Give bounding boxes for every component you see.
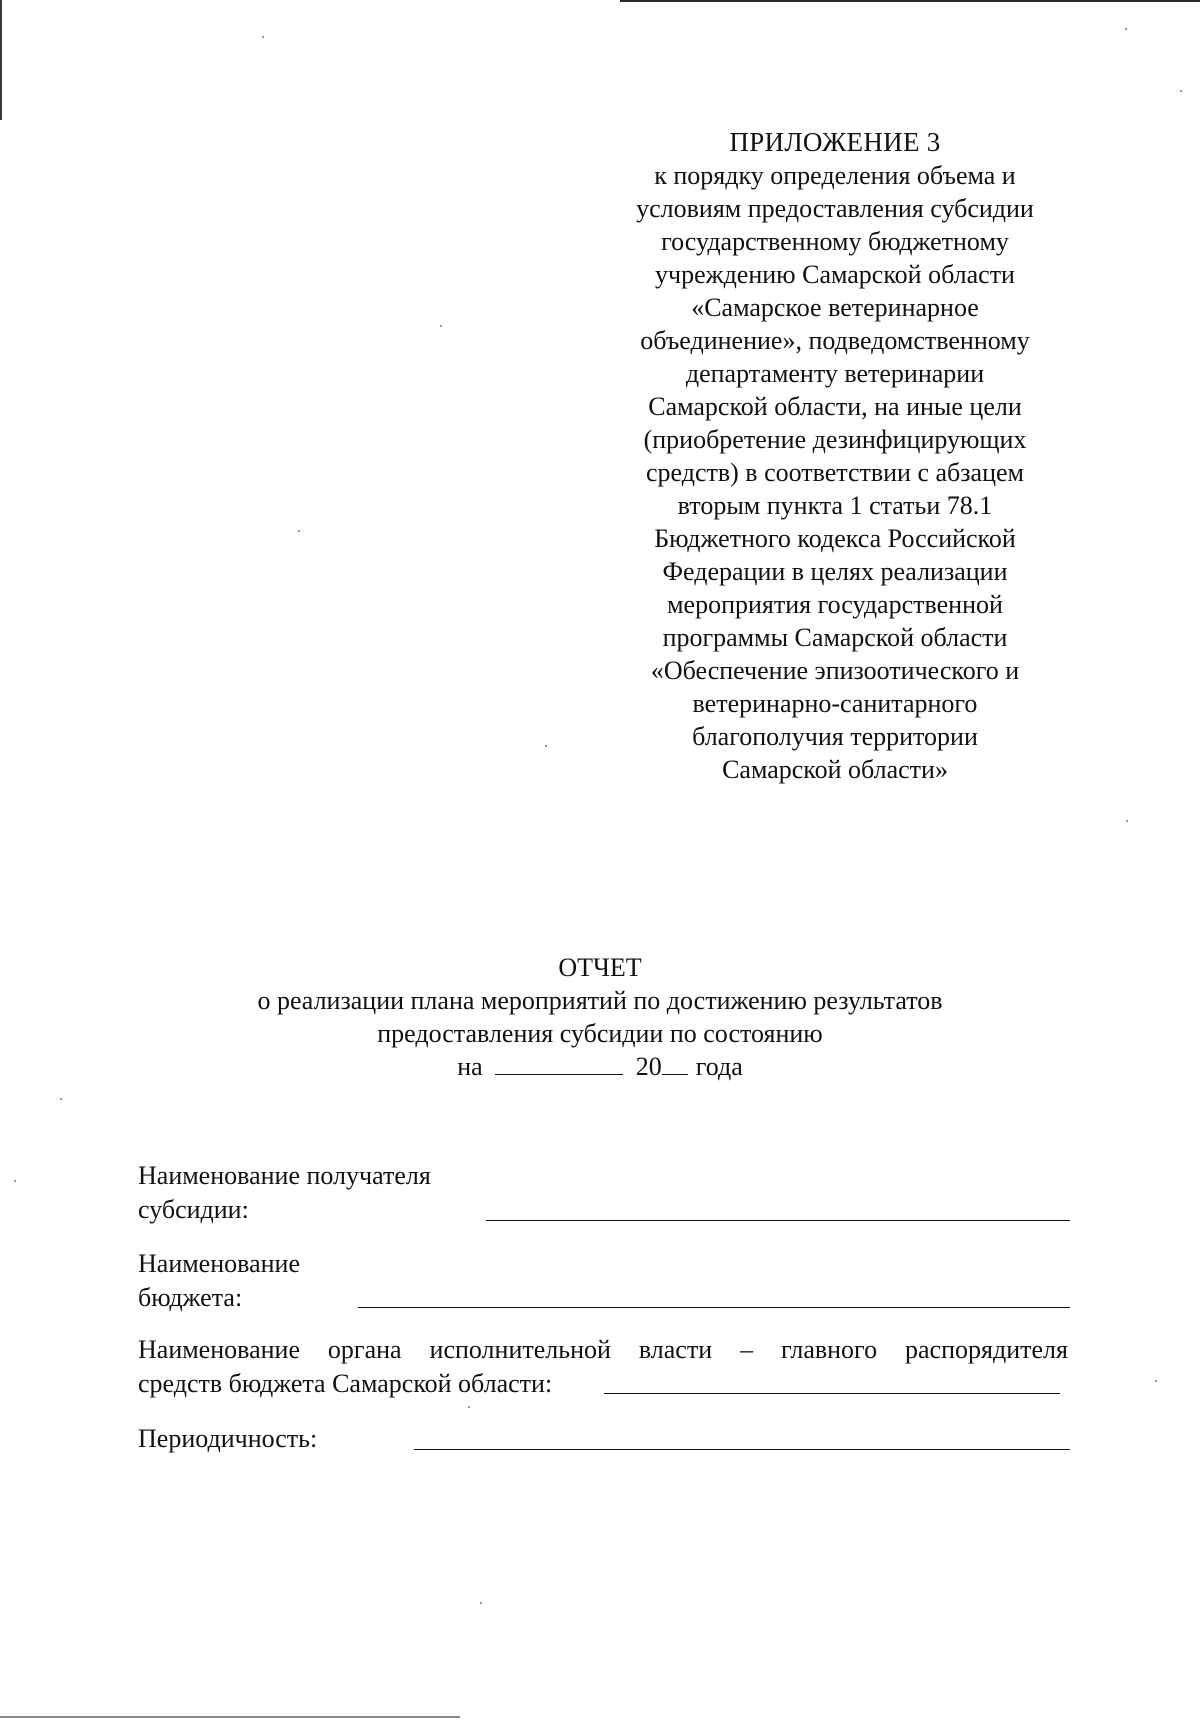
recipient-label-cont: субсидии: bbox=[138, 1195, 249, 1224]
year-blank[interactable] bbox=[662, 1050, 688, 1075]
budget-label: Наименование bbox=[138, 1249, 300, 1278]
budget-blank[interactable] bbox=[358, 1307, 1070, 1308]
scan-speck bbox=[1155, 1380, 1157, 1382]
scan-speck bbox=[14, 1180, 16, 1182]
authority-field bbox=[138, 1333, 1068, 1401]
budget-label-cont: бюджета: bbox=[138, 1283, 243, 1312]
scan-speck bbox=[480, 1602, 482, 1604]
appendix-line: благополучия территории bbox=[692, 722, 978, 751]
periodicity-blank[interactable] bbox=[414, 1449, 1070, 1450]
appendix-line: «Самарское ветеринарное bbox=[691, 293, 979, 322]
scan-speck bbox=[1126, 820, 1128, 822]
appendix-line: объединение», подведомственному bbox=[640, 326, 1030, 355]
appendix-line: Бюджетного кодекса Российской bbox=[654, 524, 1016, 553]
appendix-line: «Обеспечение эпизоотического и bbox=[650, 656, 1020, 685]
appendix-line: Самарской области, на иные цели bbox=[648, 392, 1022, 421]
year-suffix: года bbox=[695, 1052, 743, 1081]
report-subtitle-line: предоставления субсидии по состоянию bbox=[377, 1019, 823, 1048]
scan-speck bbox=[60, 1098, 62, 1100]
appendix-line: (приобретение дезинфицирующих bbox=[643, 425, 1027, 454]
scan-edge-top bbox=[620, 0, 1200, 2]
periodicity-label: Периодичность: bbox=[138, 1424, 318, 1453]
scan-speck bbox=[468, 1406, 470, 1408]
appendix-line: условиям предоставления субсидии bbox=[636, 194, 1034, 223]
periodicity-field bbox=[138, 1422, 317, 1456]
date-prefix: на bbox=[457, 1052, 483, 1081]
appendix-heading: ПРИЛОЖЕНИЕ 3 bbox=[729, 127, 941, 157]
scan-speck bbox=[262, 36, 264, 38]
appendix-line: государственному бюджетному bbox=[661, 227, 1009, 256]
scan-speck bbox=[298, 530, 300, 532]
authority-blank[interactable] bbox=[604, 1393, 1060, 1394]
scan-speck bbox=[440, 325, 442, 327]
appendix-line: вторым пункта 1 статьи 78.1 bbox=[677, 491, 993, 520]
appendix-line: учреждению Самарской области bbox=[655, 260, 1015, 289]
report-subtitle-line: о реализации плана мероприятий по достижению результатов bbox=[257, 986, 943, 1015]
scan-speck bbox=[545, 745, 547, 747]
scan-speck bbox=[1180, 90, 1182, 92]
report-title-block bbox=[100, 951, 1100, 1083]
budget-field bbox=[138, 1247, 300, 1315]
appendix-line: мероприятия государственной bbox=[667, 590, 1003, 619]
appendix-line: средств) в соответствии с абзацем bbox=[645, 458, 1024, 487]
report-title: ОТЧЕТ bbox=[558, 953, 642, 982]
appendix-line: ветеринарно-санитарного bbox=[692, 689, 978, 718]
appendix-line: Самарской области» bbox=[722, 755, 948, 784]
scan-speck bbox=[1125, 28, 1127, 30]
authority-label-cont: средств бюджета Самарской области: bbox=[138, 1369, 553, 1398]
recipient-label: Наименование получателя bbox=[138, 1161, 431, 1190]
appendix-line: программы Самарской области bbox=[662, 623, 1008, 652]
appendix-block bbox=[600, 126, 1070, 786]
report-date-line bbox=[100, 1050, 1100, 1083]
appendix-line: Федерации в целях реализации bbox=[662, 557, 1008, 586]
scan-edge-bottom bbox=[0, 1716, 460, 1718]
appendix-line: к порядку определения объема и bbox=[654, 161, 1016, 190]
year-prefix: 20 bbox=[635, 1052, 662, 1081]
authority-label: Наименование органа исполнительной власти – главного распорядителя bbox=[138, 1335, 1068, 1364]
scan-edge-left bbox=[0, 0, 2, 120]
date-blank[interactable] bbox=[495, 1050, 623, 1075]
recipient-blank[interactable] bbox=[486, 1220, 1070, 1221]
recipient-field bbox=[138, 1159, 431, 1227]
appendix-line: департаменту ветеринарии bbox=[685, 359, 985, 388]
